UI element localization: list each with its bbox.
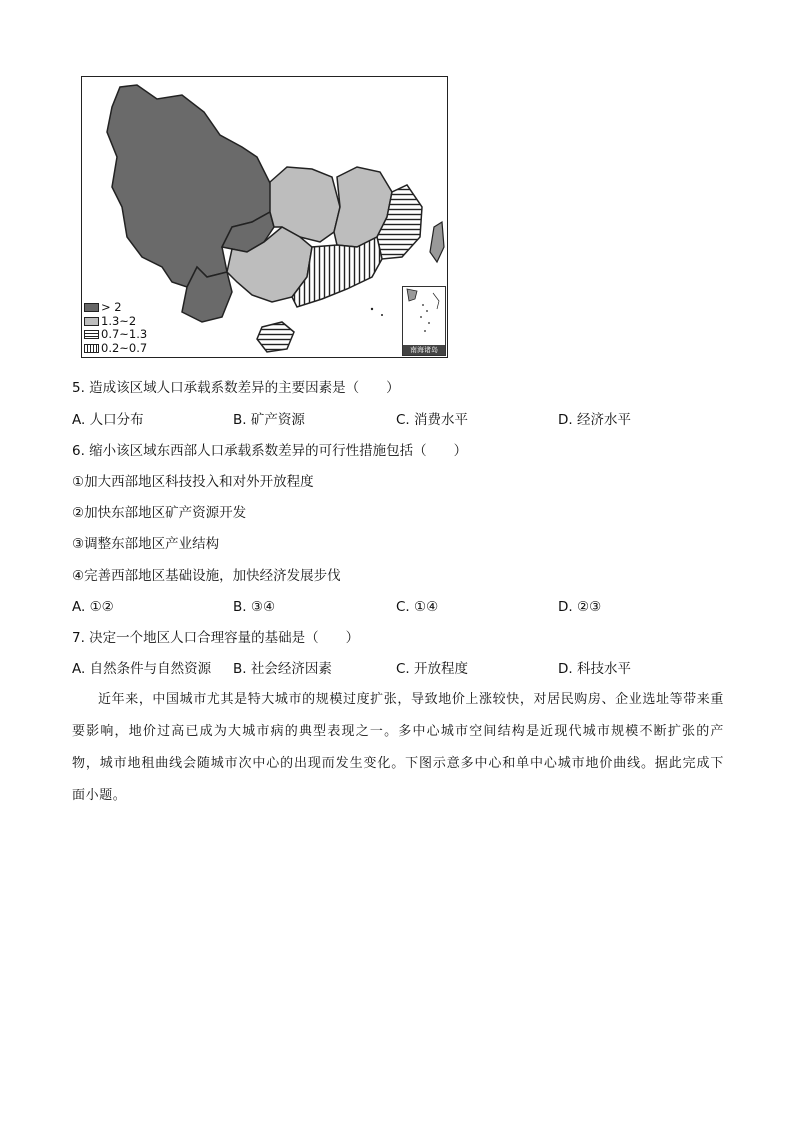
- question-7-stem: 7. 决定一个地区人口合理容量的基础是（ ）: [72, 630, 360, 646]
- option-b[interactable]: B. 矿产资源: [233, 412, 305, 428]
- question-6-options: [72, 598, 752, 616]
- legend-item: [84, 301, 147, 315]
- option-a[interactable]: A. 自然条件与自然资源: [72, 661, 212, 677]
- legend-label: 1.3~2: [101, 313, 137, 328]
- inset-label: 南海诸岛: [403, 345, 445, 355]
- reading-passage: 近年来，中国城市尤其是特大城市的规模过度扩张，导致地价上涨较快，对居民购房、企业选址等带来重要影响，地价过高已成为大城市病的典型表现之一。多中心城市空间结构是近现代城市规模不断扩张的产物，城市地租曲线会随城市次中心的出现而发生变化。下图示意多中心和单中心城市地价曲线。据此完成下面小题。: [72, 692, 724, 803]
- map-legend: [84, 301, 147, 355]
- legend-label: 0.2~0.7: [101, 340, 148, 355]
- region-taiwan: [430, 222, 444, 262]
- option-d[interactable]: D. 经济水平: [558, 412, 631, 428]
- population-capacity-map: [81, 76, 448, 358]
- question-5-stem: 5. 造成该区域人口承载系数差异的主要因素是（ ）: [72, 380, 400, 396]
- south-sea-inset: [402, 286, 446, 356]
- question-7-options: [72, 660, 752, 678]
- statement-2: ②加快东部地区矿产资源开发: [72, 505, 247, 521]
- legend-label: > 2: [101, 300, 122, 315]
- inset-graphic: [403, 287, 445, 345]
- legend-swatch-light: [84, 317, 99, 326]
- option-c[interactable]: C. ①④: [396, 599, 439, 615]
- option-d[interactable]: D. ②③: [558, 599, 602, 615]
- option-c[interactable]: C. 消费水平: [396, 412, 469, 428]
- legend-item: [84, 342, 147, 356]
- statement-3: ③调整东部地区产业结构: [72, 536, 220, 552]
- legend-label: 0.7~1.3: [101, 327, 148, 342]
- legend-item: [84, 315, 147, 329]
- option-b[interactable]: B. 社会经济因素: [233, 661, 332, 677]
- legend-swatch-hlines: [84, 330, 99, 339]
- legend-swatch-dark: [84, 303, 99, 312]
- region-hlines-hainan: [257, 322, 294, 352]
- option-b[interactable]: B. ③④: [233, 599, 276, 615]
- legend-item: [84, 328, 147, 342]
- option-d[interactable]: D. 科技水平: [558, 661, 631, 677]
- option-c[interactable]: C. 开放程度: [396, 661, 469, 677]
- question-6-stem: 6. 缩小该区域东西部人口承载系数差异的可行性措施包括（ ）: [72, 443, 468, 459]
- statement-4: ④完善西部地区基础设施，加快经济发展步伐: [72, 568, 341, 584]
- statement-1: ①加大西部地区科技投入和对外开放程度: [72, 474, 314, 490]
- option-a[interactable]: A. ①②: [72, 599, 114, 615]
- legend-swatch-vlines: [84, 344, 99, 353]
- option-a[interactable]: A. 人口分布: [72, 412, 144, 428]
- question-5-options: [72, 411, 752, 429]
